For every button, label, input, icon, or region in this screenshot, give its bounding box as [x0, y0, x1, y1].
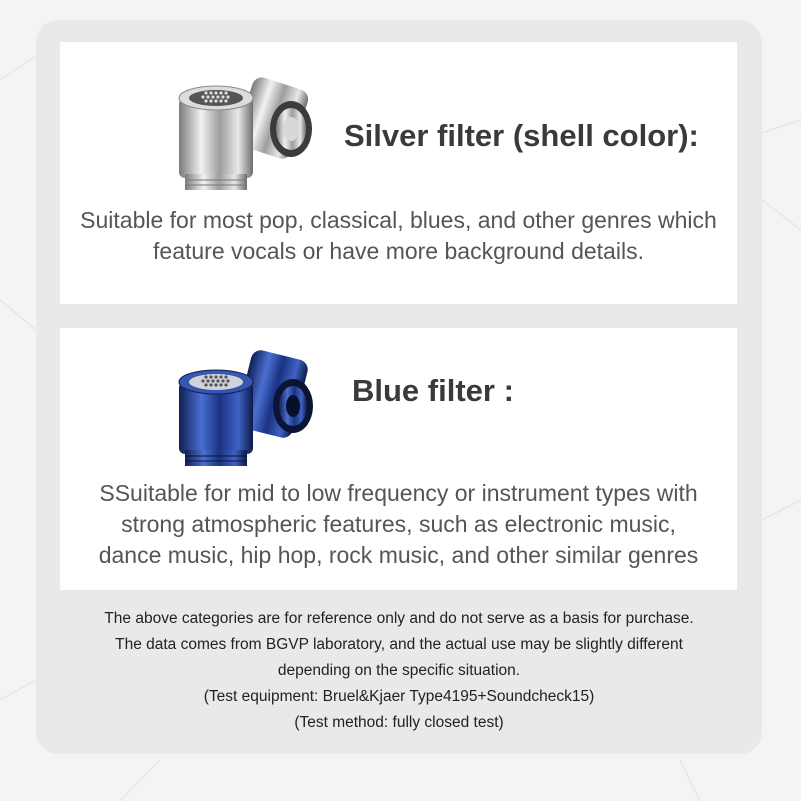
silver-filter-card [60, 42, 737, 304]
note-line-5: (Test method: fully closed test) [294, 714, 504, 731]
note-line-4: (Test equipment: Bruel&Kjaer Type4195+Soundcheck15) [203, 688, 595, 705]
disclaimer-notes [36, 606, 762, 736]
note-line-1: The above categories are for reference only and do not serve as a basis for purchase. [104, 610, 694, 627]
blue-desc-line-2: strong atmospheric features, such as electronic music, [121, 511, 676, 537]
silver-filter-icon [165, 54, 335, 224]
note-line-2: The data comes from BGVP laboratory, and the actual use may be slightly different [115, 636, 683, 653]
blue-filter-description [60, 478, 737, 571]
blue-filter-icon [165, 338, 335, 478]
silver-filter-title: Silver filter (shell color): [344, 118, 699, 153]
blue-desc-line-1: SSuitable for mid to low frequency or instrument types with [99, 480, 698, 506]
silver-desc-line-2: feature vocals or have more background details. [153, 238, 644, 264]
blue-filter-card [60, 328, 737, 590]
silver-filter-description [60, 205, 737, 267]
silver-desc-line-1: Suitable for most pop, classical, blues, and other genres which [80, 207, 717, 233]
note-line-3: depending on the specific situation. [277, 662, 521, 679]
blue-filter-title: Blue filter : [352, 373, 514, 408]
blue-desc-line-3: dance music, hip hop, rock music, and other similar genres [98, 542, 699, 568]
